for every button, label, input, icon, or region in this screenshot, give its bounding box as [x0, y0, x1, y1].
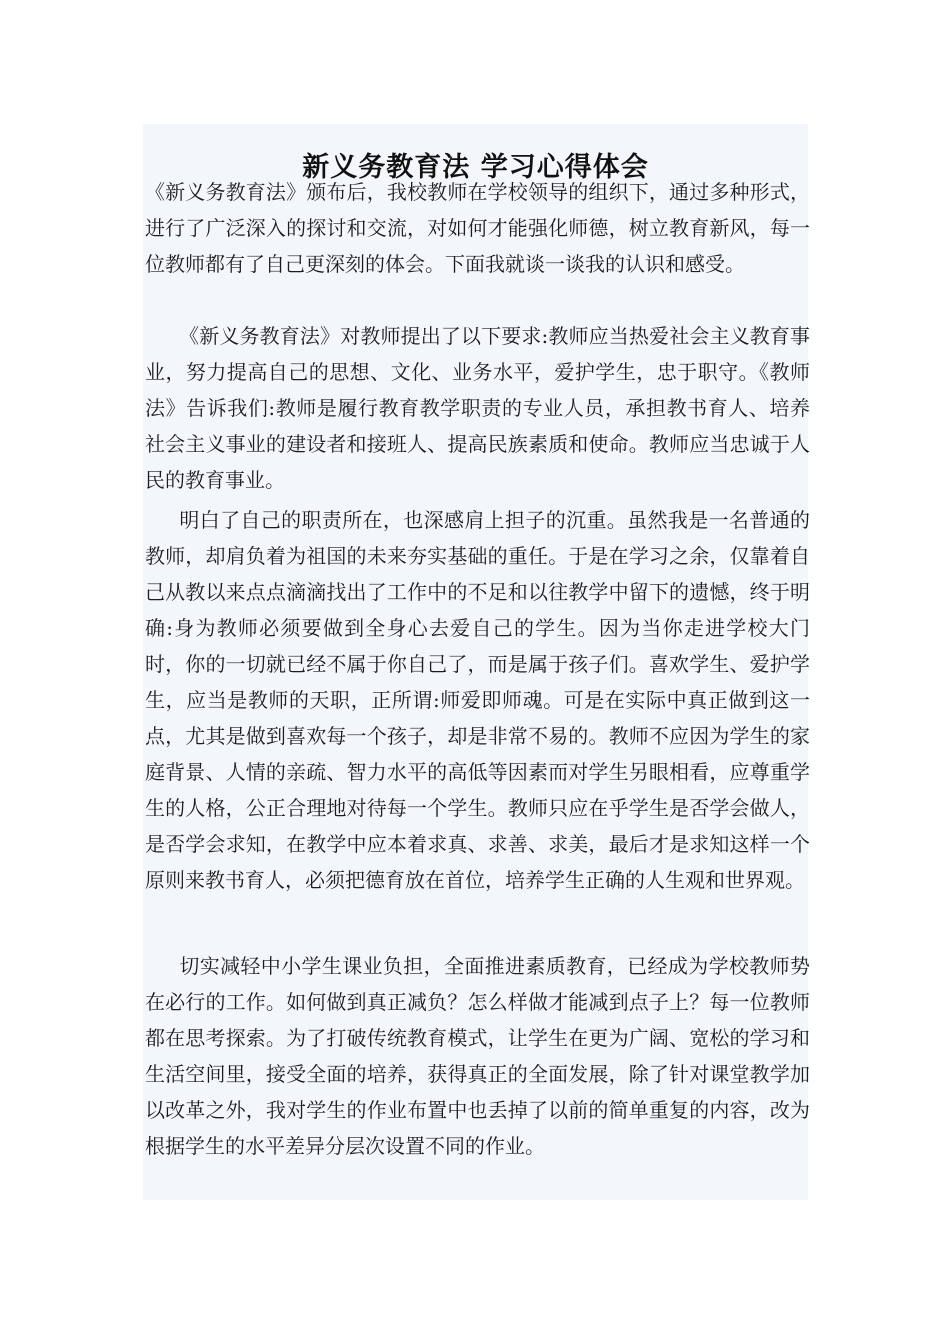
paragraph-1: 《新义务教育法》颁布后，我校教师在学校领导的组织下，通过多种形式，进行了广泛深入的探讨和交流，对如何才能强化师德，树立教育新风，每一位教师都有了自己更深刻的体会。下面我就谈一谈我的认识和感受。 [145, 180, 810, 276]
paragraph-3 [145, 502, 810, 898]
paragraph-2-text: 《新义务教育法》对教师提出了以下要求:教师应当热爱社会主义教育事业，努力提高自己的思想、文化、业务水平，爱护学生，忠于职守。《教师法》告诉我们:教师是履行教育教学职责的专业人员，承担教书育人、培养社会主义事业的建设者和接班人、提高民族素质和使命。教师应当忠诚于人民的教育事业。 [145, 324, 810, 492]
paragraph-4 [145, 948, 810, 1164]
document-title: 新义务教育法 学习心得体会 [302, 152, 649, 184]
paragraph-3-text: 明白了自己的职责所在，也深感肩上担子的沉重。虽然我是一名普通的教师，却肩负着为祖国的未来夯实基础的重任。于是在学习之余，仅靠着自己从教以来点点滴滴找出了工作中的不足和以往教学中留下的遗憾，终于明确:身为教师必须要做到全身心去爱自己的学生。因为当你走进学校大门时，你的一切就已经不属于你自己了，而是属于孩子们。喜欢学生、爱护学生，应当是教师的天职，正所谓:师爱即师魂。可是在实际中真正做到这一点，尤其是做到喜欢每一个孩子，却是非常不易的。教师不应因为学生的家庭背景、人情的亲疏、智力水平的高低等因素而对学生另眼相看，应尊重学生的人格，公正合理地对待每一个学生。教师只应在乎学生是否学会做人，是否学会求知，在教学中应本着求真、求善、求美，最后才是求知这样一个原则来教书育人，必须把德育放在首位，培养学生正确的人生观和世界观。 [145, 508, 810, 892]
paragraph-2 [145, 318, 810, 498]
paragraph-4-text: 切实减轻中小学生课业负担，全面推进素质教育，已经成为学校教师势在必行的工作。如何做到真正减负？怎么样做才能减到点子上？每一位教师都在思考探索。为了打破传统教育模式，让学生在更为广阔、宽松的学习和生活空间里，接受全面的培养，获得真正的全面发展，除了针对课堂教学加以改革之外，我对学生的作业布置中也丢掉了以前的简单重复的内容，改为根据学生的水平差异分层次设置不同的作业。 [145, 954, 810, 1158]
